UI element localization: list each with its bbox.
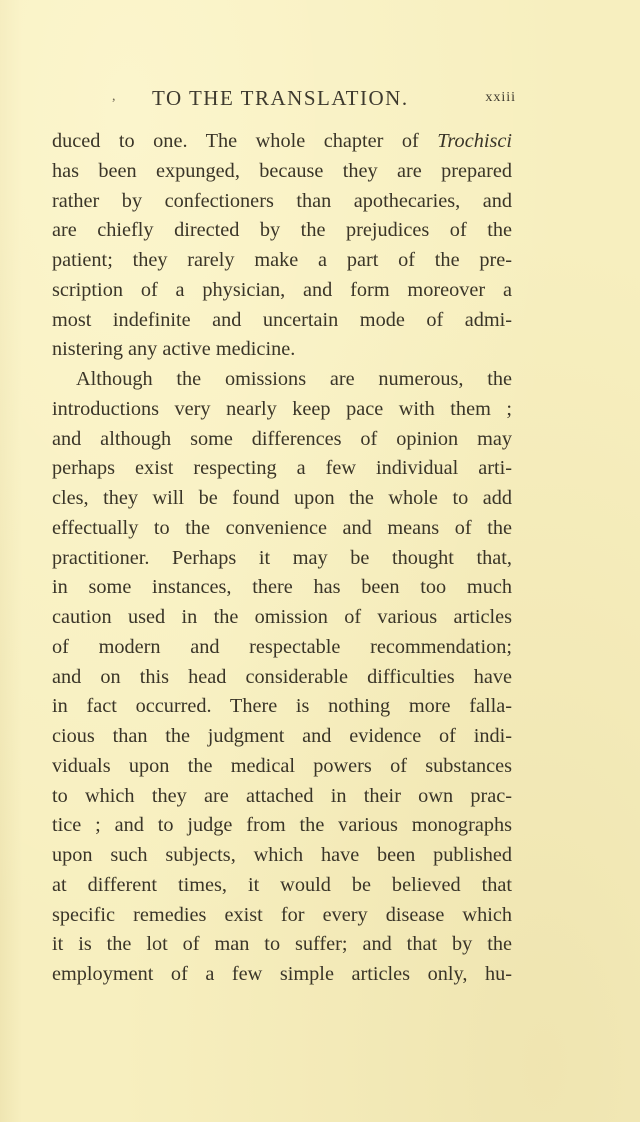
text-line: employment of a few simple articles only, hu-: [52, 963, 512, 985]
text-line: are chiefly directed by the prejudices of the: [52, 219, 512, 242]
text-line: Although the omissions are numerous, the: [76, 368, 512, 390]
text-line: and on this head considerable difficulties have: [52, 665, 512, 688]
running-head: [52, 84, 516, 116]
text-line: in some instances, there has been too much: [52, 576, 512, 599]
text-line: practitioner. Perhaps it may be thought that,: [52, 546, 512, 569]
text-line: upon such subjects, which have been published: [52, 844, 512, 866]
text-line: and although some differences of opinion may: [52, 427, 512, 450]
text-line: effectually to the convenience and means of the: [52, 516, 512, 539]
text-line: scription of a physician, and form moreover a: [52, 278, 512, 301]
text-line: it is the lot of man to suffer; and that by the: [52, 933, 512, 956]
text-line: most indefinite and uncertain mode of admi-: [52, 308, 512, 331]
text-line: perhaps exist respecting a few individual arti-: [52, 457, 512, 480]
body-text: [52, 127, 512, 990]
text-line: rather by confectioners than apothecaries, and: [52, 189, 512, 212]
text-line: has been expunged, because they are prepared: [52, 159, 512, 182]
running-head-title: TO THE TRANSLATION.: [152, 86, 409, 110]
text-line: cious than the judgment and evidence of indi-: [52, 725, 512, 747]
text-line: viduals upon the medical powers of substances: [52, 754, 512, 777]
running-head-mark: ,: [112, 89, 117, 104]
text-line: in fact occurred. There is nothing more falla-: [52, 695, 512, 718]
text-line: of modern and respectable recommendation;: [52, 635, 512, 658]
italic-term: Trochisci: [437, 130, 512, 152]
text-line: specific remedies exist for every disease which: [52, 903, 512, 926]
text-line: patient; they rarely make a part of the pre-: [52, 249, 512, 271]
text-line: introductions very nearly keep pace with them ;: [52, 397, 512, 420]
text-line: tice ; and to judge from the various monographs: [52, 814, 512, 837]
text-line: duced to one. The whole chapter of Trochisci: [52, 130, 512, 152]
text-line: to which they are attached in their own prac-: [52, 784, 512, 807]
text-line: cles, they will be found upon the whole to add: [52, 487, 512, 509]
page-number: xxiii: [485, 90, 516, 105]
text-line: nistering any active medicine.: [52, 338, 296, 361]
text-line: caution used in the omission of various articles: [52, 606, 512, 628]
text-line: at different times, it would be believed that: [52, 873, 512, 896]
